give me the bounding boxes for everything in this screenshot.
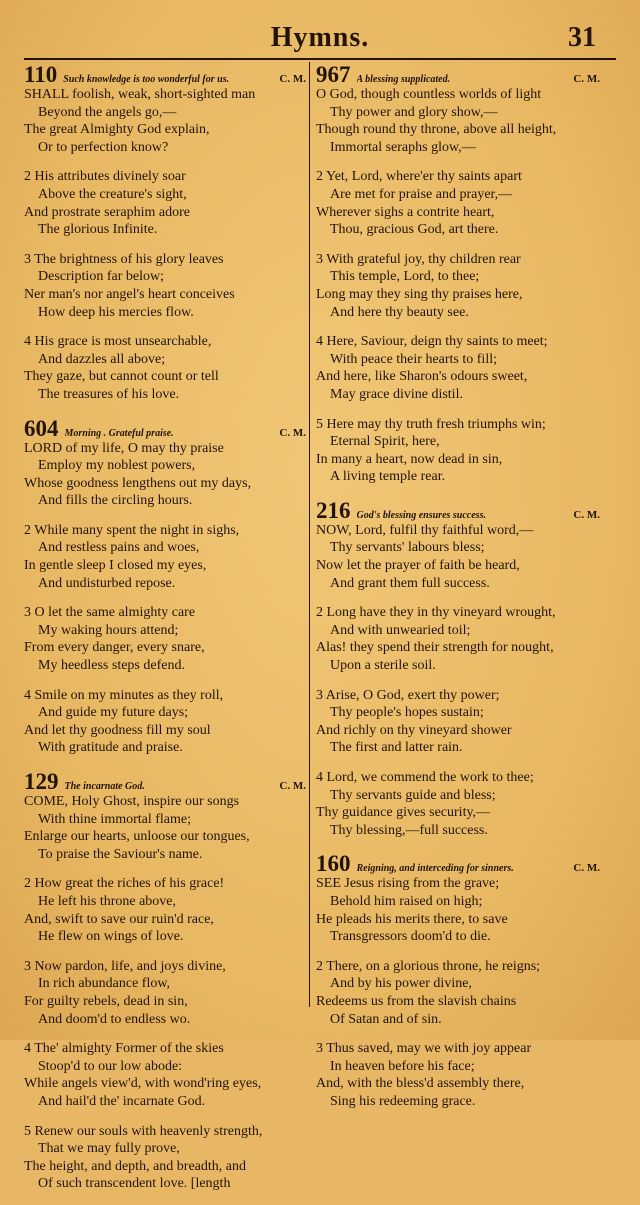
stanza (316, 522, 600, 592)
verse-line: This temple, Lord, to thee; (330, 269, 480, 285)
stanza (24, 958, 306, 1028)
verse-line: 2 There, on a glorious throne, he reigns; (316, 958, 541, 974)
hymn-meter: C. M. (573, 862, 600, 875)
verse-line: While angels view'd, with wond'ring eyes, (24, 1076, 262, 1092)
page-header (24, 18, 616, 58)
stanza (316, 416, 600, 486)
hymn-heading (24, 769, 306, 793)
verse-line: And fills the circling hours. (38, 493, 193, 509)
verse-line: 4 Smile on my minutes as they roll, (24, 687, 224, 703)
verse-line: And grant them full success. (330, 575, 490, 591)
verse-line: And with unwearied toil; (330, 622, 471, 638)
verse-line: 2 Yet, Lord, where'er thy saints apart (316, 169, 522, 185)
hymn-subtitle: Reigning, and interceding for sinners. (356, 863, 514, 875)
stanza (316, 769, 600, 839)
hymn-number: 604 (24, 415, 59, 441)
verse-line: With gratitude and praise. (38, 740, 183, 756)
verse-line: Thy guidance gives security,— (316, 805, 491, 821)
verse-line: Transgressors doom'd to die. (330, 929, 491, 945)
verse-line: And here, like Sharon's odours sweet, (316, 369, 528, 385)
stanza (316, 958, 600, 1028)
verse-line: How deep his mercies flow. (38, 304, 194, 320)
verse-line: They gaze, but cannot count or tell (24, 369, 219, 385)
page-title: Hymns. (270, 22, 370, 53)
verse-line: Employ my noblest powers, (38, 458, 196, 474)
verse-line: He left his throne above, (38, 893, 177, 909)
verse-line: 5 Renew our souls with heavenly strength, (24, 1123, 263, 1139)
hymn-129 (24, 769, 306, 1193)
verse-line: Though round thy throne, above all height, (316, 122, 557, 138)
verse-line: And richly on thy vineyard shower (316, 722, 512, 738)
stanza (316, 333, 600, 403)
hymn-967 (316, 62, 600, 486)
stanza (316, 1040, 600, 1110)
verse-line: Thy servants' labours bless; (330, 540, 485, 556)
verse-line: COME, Holy Ghost, inspire our songs (24, 794, 240, 809)
verse-line: In rich abundance flow, (38, 976, 171, 992)
verse-line: My heedless steps defend. (38, 658, 185, 674)
hymn-subtitle: The incarnate God. (64, 781, 145, 792)
stanza (316, 875, 600, 945)
verse-line: 3 Thus saved, may we with joy appear (316, 1041, 532, 1057)
verse-line: And, with the bless'd assembly there, (316, 1076, 525, 1092)
hymn-heading (24, 62, 306, 86)
left-column (24, 62, 306, 1205)
hymn-216 (316, 498, 600, 840)
right-column (316, 62, 600, 1123)
verse-line: He flew on wings of love. (38, 929, 184, 945)
verse-line: The great Almighty God explain, (24, 122, 210, 138)
verse-line: Are met for praise and prayer,— (330, 186, 513, 202)
verse-line: 2 His attributes divinely soar (24, 169, 186, 185)
verse-line: To praise the Saviour's name. (38, 846, 203, 862)
column-divider (309, 62, 310, 1007)
verse-line: Or to perfection know? (38, 139, 169, 155)
verse-line: With thine immortal flame; (38, 811, 192, 827)
hymn-meter: C. M. (279, 426, 306, 439)
verse-line: 2 How great the riches of his grace! (24, 876, 225, 892)
stanza (24, 687, 306, 757)
verse-line: Long may they sing thy praises here, (316, 286, 523, 302)
hymn-subtitle: Morning . Grateful praise. (64, 427, 174, 439)
page-number: 31 (568, 22, 596, 53)
verse-line: And by his power divine, (330, 976, 472, 992)
verse-line: With peace their hearts to fill; (330, 351, 497, 367)
verse-line: Ner man's nor angel's heart conceives (24, 286, 235, 302)
verse-line: And hail'd the' incarnate God. (38, 1093, 206, 1109)
verse-line: And guide my future days; (38, 705, 189, 721)
stanza (24, 333, 306, 403)
stanza (24, 522, 306, 592)
verse-line: May grace divine distil. (330, 386, 463, 402)
hymn-number: 216 (316, 497, 351, 523)
verse-line: Wherever sighs a contrite heart, (316, 204, 495, 220)
verse-line: Thy servants guide and bless; (330, 787, 496, 803)
stanza (24, 1123, 306, 1193)
verse-line: 4 Lord, we commend the work to thee; (316, 770, 534, 785)
hymn-604 (24, 416, 306, 758)
verse-line: Now let the prayer of faith be heard, (316, 558, 520, 574)
verse-line: 3 O let the same almighty care (24, 605, 196, 621)
hymn-110 (24, 62, 306, 404)
verse-line: Of Satan and of sin. (330, 1011, 442, 1027)
verse-line: 4 The' almighty Former of the skies (24, 1041, 224, 1057)
verse-line: 3 With grateful joy, thy children rear (316, 251, 521, 267)
verse-line: Upon a sterile soil. (330, 658, 436, 674)
verse-line: 3 Now pardon, life, and joys divine, (24, 958, 226, 974)
header-rule (24, 58, 616, 60)
verse-line: Eternal Spirit, here, (330, 434, 440, 450)
verse-line: And restless pains and woes, (38, 540, 200, 556)
verse-line: Whose goodness lengthens out my days, (24, 475, 252, 491)
hymn-heading (316, 498, 600, 522)
hymn-meter: C. M. (279, 73, 306, 85)
verse-line: Above the creature's sight, (38, 186, 187, 202)
verse-line: The first and latter rain. (330, 740, 463, 756)
verse-line: 2 While many spent the night in sighs, (24, 522, 240, 538)
verse-line: In many a heart, now dead in sin, (316, 451, 503, 467)
stanza (24, 168, 306, 238)
hymn-subtitle: A blessing supplicated. (356, 74, 451, 85)
stanza (316, 687, 600, 757)
verse-line: Beyond the angels go,— (38, 104, 177, 120)
verse-line: Enlarge our hearts, unloose our tongues, (24, 829, 250, 845)
stanza (316, 86, 600, 156)
verse-line: Thy people's hopes sustain; (330, 705, 484, 721)
verse-line: A living temple rear. (330, 469, 446, 485)
verse-line: Sing his redeeming grace. (330, 1093, 476, 1109)
verse-line: Thy blessing,—full success. (330, 822, 488, 838)
hymn-number: 110 (24, 62, 58, 87)
verse-line: And prostrate seraphim adore (24, 204, 190, 220)
verse-line: Of such transcendent love. [length (38, 1176, 231, 1192)
hymn-heading (24, 416, 306, 440)
verse-line: Thou, gracious God, art there. (330, 222, 499, 238)
verse-line: O God, though countless worlds of light (316, 87, 542, 102)
verse-line: And dazzles all above; (38, 351, 166, 367)
verse-line: Alas! they spend their strength for nought, (316, 640, 554, 656)
verse-line: 4 Here, Saviour, deign thy saints to meet; (316, 334, 548, 350)
verse-line: My waking hours attend; (38, 622, 179, 638)
verse-line: From every danger, every snare, (24, 640, 205, 656)
verse-line: And, swift to save our ruin'd race, (24, 911, 214, 927)
verse-line: 4 His grace is most unsearchable, (24, 334, 212, 350)
verse-line: SEE Jesus rising from the grave; (316, 876, 500, 892)
verse-line: And undisturbed repose. (38, 575, 176, 591)
verse-line: He pleads his merits there, to save (316, 911, 508, 927)
hymn-heading (316, 62, 600, 86)
stanza (24, 604, 306, 674)
stanza (24, 1040, 306, 1110)
verse-line: And doom'd to endless wo. (38, 1011, 191, 1027)
verse-line: In gentle sleep I closed my eyes, (24, 558, 207, 574)
verse-line: Redeems us from the slavish chains (316, 993, 517, 1009)
verse-line: Behold him raised on high; (330, 893, 483, 909)
hymn-heading (316, 851, 600, 875)
stanza (24, 251, 306, 321)
stanza (316, 168, 600, 238)
verse-line: NOW, Lord, fulfil thy faithful word,— (316, 522, 534, 538)
verse-line: Thy power and glory show,— (330, 104, 498, 120)
verse-line: SHALL foolish, weak, short-sighted man (24, 87, 256, 102)
hymn-meter: C. M. (573, 508, 600, 521)
verse-line: The height, and depth, and breadth, and (24, 1158, 246, 1174)
verse-line: In heaven before his face; (330, 1058, 475, 1074)
verse-line: The treasures of his love. (38, 386, 180, 402)
hymn-subtitle: God's blessing ensures success. (356, 509, 486, 521)
verse-line: Description far below; (38, 269, 164, 285)
stanza (24, 875, 306, 945)
verse-line: For guilty rebels, dead in sin, (24, 993, 188, 1009)
verse-line: 5 Here may thy truth fresh triumphs win; (316, 416, 546, 432)
verse-line: That we may fully prove, (38, 1141, 180, 1157)
verse-line: And here thy beauty see. (330, 304, 469, 320)
hymn-160 (316, 851, 600, 1110)
stanza (24, 86, 306, 156)
hymn-number: 967 (316, 62, 351, 87)
verse-line: Immortal seraphs glow,— (330, 139, 476, 155)
verse-line: The glorious Infinite. (38, 222, 158, 238)
verse-line: LORD of my life, O may thy praise (24, 440, 224, 456)
hymn-meter: C. M. (279, 780, 306, 792)
hymn-number: 129 (24, 769, 59, 794)
stanza (24, 440, 306, 510)
verse-line: 2 Long have they in thy vineyard wrought, (316, 605, 556, 621)
hymn-meter: C. M. (573, 73, 600, 85)
hymn-number: 160 (316, 851, 351, 877)
verse-line: Stoop'd to our low abode: (38, 1058, 183, 1074)
stanza (24, 793, 306, 863)
verse-line: And let thy goodness fill my soul (24, 722, 211, 738)
stanza (316, 251, 600, 321)
stanza (316, 604, 600, 674)
verse-line: 3 Arise, O God, exert thy power; (316, 687, 500, 703)
hymn-subtitle: Such knowledge is too wonderful for us. (63, 74, 230, 85)
verse-line: 3 The brightness of his glory leaves (24, 251, 224, 267)
